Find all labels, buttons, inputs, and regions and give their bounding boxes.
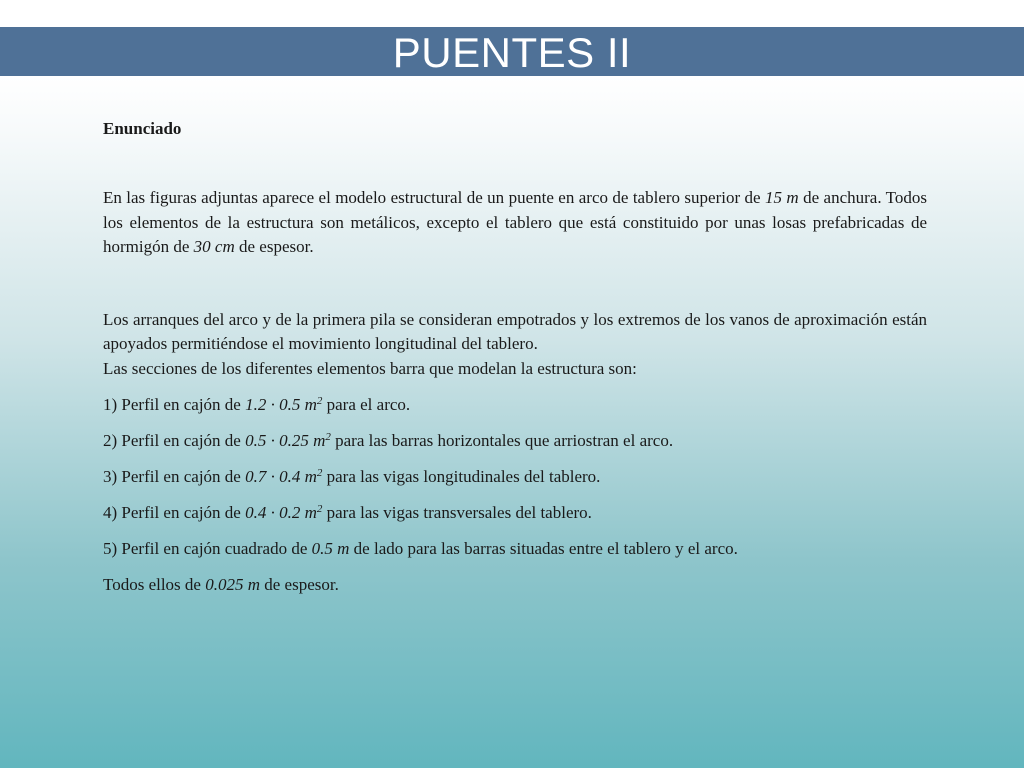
slide-content xyxy=(103,118,927,597)
closing-text: de espesor. xyxy=(260,574,339,594)
paragraph-supports: Los arranques del arco y de la primera pila se consideran empotrados y los extremos de los vanos de aproximación están apoyados permitiéndose el movimiento longitudinal del tablero. xyxy=(103,309,927,353)
section-heading: Enunciado xyxy=(103,119,182,138)
section-value: 0.4 · 0.2 $m^2$ xyxy=(245,502,323,522)
paragraph-sections-intro: Las secciones de los diferentes elementos barra que modelan la estructura son: xyxy=(103,358,637,378)
section-value: 1.2 · 0.5 $m^2$ xyxy=(245,394,323,414)
list-item-text: 5) Perfil en cajón cuadrado de xyxy=(103,538,312,558)
list-item-text: para las barras horizontales que arriostran el arco. xyxy=(330,430,674,450)
list-item-text: 2) Perfil en cajón de xyxy=(103,430,246,450)
list-item xyxy=(103,429,927,454)
section-value: 0.5 · 0.25 $m^2$ xyxy=(245,430,331,450)
closing-line xyxy=(103,573,927,598)
list-item-text: 4) Perfil en cajón de xyxy=(103,502,246,522)
title-bar xyxy=(0,27,1024,76)
paragraph-text: de anchura. Todos los elementos de la estructura son metálicos, excepto el tablero que está constituido por unas losas prefabricadas de hormigón de xyxy=(103,188,927,256)
slide-title: PUENTES II xyxy=(392,28,632,76)
paragraph-text: En las figuras adjuntas aparece el modelo estructural de un puente en arco de tablero superior de xyxy=(103,188,765,207)
list-item-text: 3) Perfil en cajón de xyxy=(103,466,246,486)
width-value: 15 m xyxy=(765,188,799,207)
list-item xyxy=(103,537,927,562)
list-item-text: para las vigas transversales del tablero. xyxy=(322,502,592,522)
exponent: 2 xyxy=(316,466,323,479)
list-item-text: para las vigas longitudinales del tablero. xyxy=(322,466,601,486)
closing-text: Todos ellos de xyxy=(103,574,206,594)
exponent: 2 xyxy=(316,394,323,407)
list-item xyxy=(103,465,927,490)
list-item-text: de lado para las barras situadas entre el tablero y el arco. xyxy=(349,538,738,558)
wall-thickness-value: 0.025 m xyxy=(205,574,260,594)
section-value: 0.7 · 0.4 $m^2$ xyxy=(245,466,323,486)
list-item-text: 1) Perfil en cajón de xyxy=(103,394,246,414)
exponent: 2 xyxy=(325,430,331,443)
paragraph-text: de espesor. xyxy=(234,237,314,256)
paragraph-description xyxy=(103,186,927,260)
list-item xyxy=(103,501,927,526)
section-value: 0.5 m xyxy=(311,538,350,558)
list-item xyxy=(103,393,927,418)
thickness-value: 30 cm xyxy=(193,237,235,256)
exponent: 2 xyxy=(316,502,323,515)
list-item-text: para el arco. xyxy=(322,394,411,414)
